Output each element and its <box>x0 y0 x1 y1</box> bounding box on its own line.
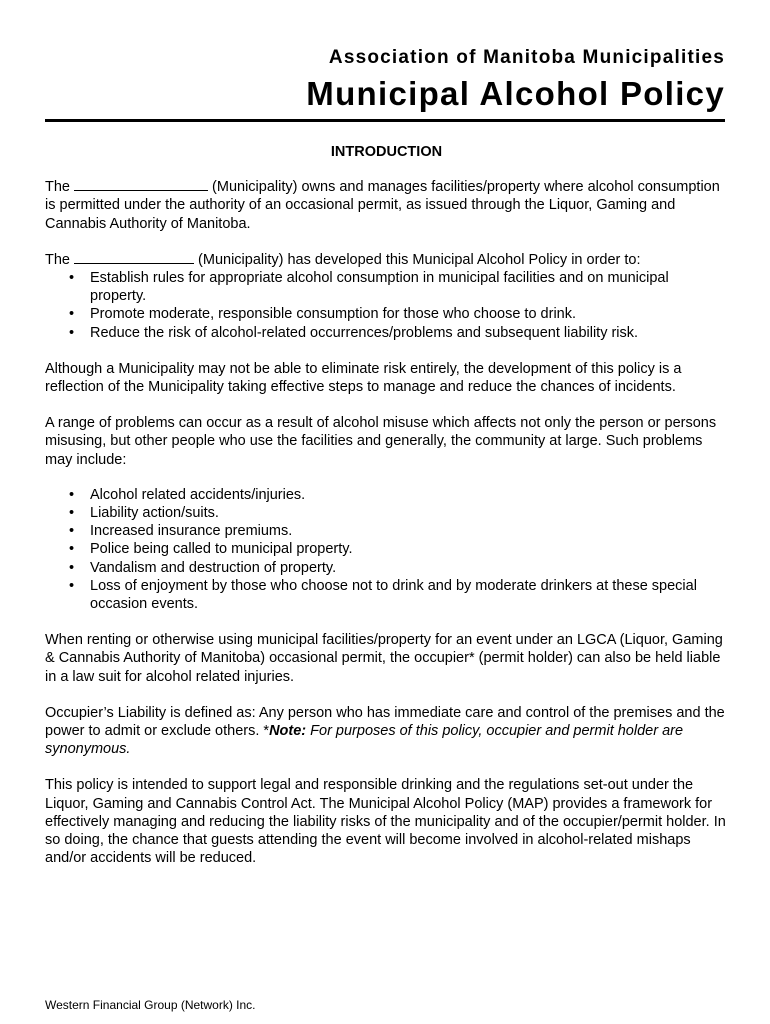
para1-body: (Municipality) owns and manages facilities/property where alcohol consumption is permitted under the authority of an occasional permit, as issued through the Liquor, Gaming and Cannabis Authority of Manitoba. <box>45 179 720 232</box>
list-item: • Vandalism and destruction of property. <box>45 559 728 577</box>
problems-intro-paragraph: A range of problems can occur as a result of alcohol misuse which affects not only the person or persons misusing, but other people who use the facilities and generally, the community at large. Such problems may include: <box>45 415 717 468</box>
header-rule <box>45 119 725 122</box>
intro-paragraph-1 <box>45 178 728 233</box>
intro-paragraph-2 <box>45 251 728 269</box>
list-item: • Promote moderate, responsible consumption for those who choose to drink. <box>45 305 728 323</box>
para2-lead: The <box>45 251 75 268</box>
liability-paragraph: When renting or otherwise using municipal facilities/property for an event under an LGCA (Liquor, Gaming & Cannabis Authority of Manitoba) occasional permit, the occupier* (permit holder) can also be held liable in a law suit for alcohol related injuries. <box>45 632 723 685</box>
list-item: • Loss of enjoyment by those who choose not to drink and by moderate drinkers at these special occasion events. <box>45 577 728 613</box>
document-title: Municipal Alcohol Policy <box>306 75 725 112</box>
occupier-definition-paragraph <box>45 704 728 759</box>
note-label: Note: <box>269 723 307 740</box>
document-header <box>306 46 725 114</box>
section-heading: INTRODUCTION <box>330 144 443 160</box>
municipality-blank-2 <box>74 251 194 264</box>
list-item: • Police being called to municipal property. <box>45 540 728 558</box>
document-body <box>45 143 728 886</box>
para2-body: (Municipality) has developed this Municipal Alcohol Policy in order to: <box>194 251 641 268</box>
problems-list <box>45 486 728 613</box>
list-item: • Increased insurance premiums. <box>45 522 728 540</box>
list-item: • Alcohol related accidents/injuries. <box>45 486 728 504</box>
organization-name: Association of Manitoba Municipalities <box>328 47 725 68</box>
note-text: For purposes of this policy, occupier and permit holder are synonymous. <box>45 723 684 758</box>
list-item: • Liability action/suits. <box>45 504 728 522</box>
para1-lead: The <box>45 179 75 196</box>
list-item: • Reduce the risk of alcohol-related occurrences/problems and subsequent liability risk. <box>45 324 728 342</box>
policy-goals-list <box>45 269 728 342</box>
list-item: • Establish rules for appropriate alcohol consumption in municipal facilities and on municipal property. <box>45 269 728 305</box>
policy-purpose-paragraph: This policy is intended to support legal and responsible drinking and the regulations set-out under the Liquor, Gaming and Cannabis Control Act. The Municipal Alcohol Policy (MAP) provides a framework for effectively managing and reducing the liability risks of the municipality and of the occupier/permit holder. In so doing, the chance that guests attending the event will become involved in alcohol-related mishaps and/or accidents will be reduced. <box>45 777 726 867</box>
footer-text: Western Financial Group (Network) Inc. <box>45 998 256 1012</box>
occupier-definition-text: Occupier’s Liability is defined as: Any person who has immediate care and control of the premises and the power to admit or exclude others. * <box>45 704 725 740</box>
municipality-blank-1 <box>74 178 208 191</box>
risk-paragraph: Although a Municipality may not be able to eliminate risk entirely, the development of this policy is a reflection of the Municipality taking effective steps to manage and reduce the chances of incidents. <box>45 360 682 396</box>
